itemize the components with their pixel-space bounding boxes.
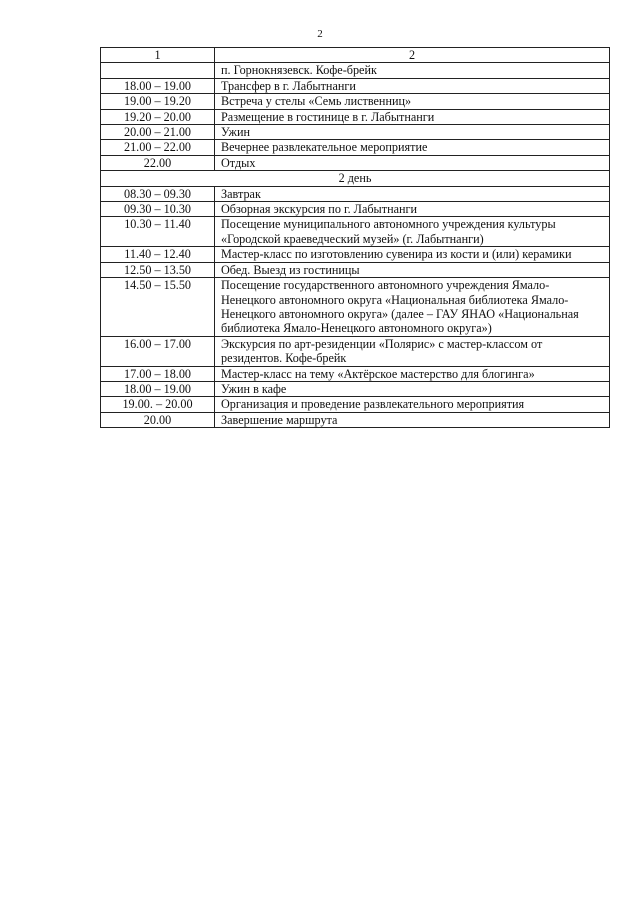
time-cell: 18.00 – 19.00 <box>101 78 215 93</box>
activity-cell: Ужин в кафе <box>215 381 610 396</box>
table-row <box>101 366 610 381</box>
time-cell: 20.00 – 21.00 <box>101 125 215 140</box>
time-cell: 19.00. – 20.00 <box>101 397 215 412</box>
activity-cell: Отдых <box>215 155 610 170</box>
time-cell: 22.00 <box>101 155 215 170</box>
table-row <box>101 109 610 124</box>
table-row <box>101 247 610 262</box>
time-cell: 08.30 – 09.30 <box>101 186 215 201</box>
activity-cell: п. Горнокнязевск. Кофе-брейк <box>215 63 610 78</box>
activity-cell: Ужин <box>215 125 610 140</box>
table-row <box>101 94 610 109</box>
column-header-2: 2 <box>215 48 610 63</box>
activity-cell: Размещение в гостинице в г. Лабытнанги <box>215 109 610 124</box>
time-cell: 10.30 – 11.40 <box>101 217 215 247</box>
table-row <box>101 217 610 247</box>
table-row <box>101 78 610 93</box>
time-cell: 18.00 – 19.00 <box>101 381 215 396</box>
table-header-row <box>101 48 610 63</box>
day-heading: 2 день <box>101 171 610 186</box>
time-cell: 12.50 – 13.50 <box>101 262 215 277</box>
time-cell: 17.00 – 18.00 <box>101 366 215 381</box>
time-cell: 16.00 – 17.00 <box>101 336 215 366</box>
activity-cell: Трансфер в г. Лабытнанги <box>215 78 610 93</box>
activity-cell: Экскурсия по арт-резиденции «Полярис» с мастер-классом от резидентов. Кофе-брейк <box>215 336 610 366</box>
table-row <box>101 186 610 201</box>
time-cell: 19.20 – 20.00 <box>101 109 215 124</box>
table-row <box>101 336 610 366</box>
time-cell: 19.00 – 19.20 <box>101 94 215 109</box>
activity-cell: Мастер-класс по изготовлению сувенира из кости и (или) керамики <box>215 247 610 262</box>
time-cell: 21.00 – 22.00 <box>101 140 215 155</box>
activity-cell: Завтрак <box>215 186 610 201</box>
activity-cell: Организация и проведение развлекательного мероприятия <box>215 397 610 412</box>
activity-cell: Мастер-класс на тему «Актёрское мастерство для блогинга» <box>215 366 610 381</box>
day-heading-row <box>101 171 610 186</box>
activity-cell: Завершение маршрута <box>215 412 610 427</box>
activity-cell: Обзорная экскурсия по г. Лабытнанги <box>215 202 610 217</box>
column-header-1: 1 <box>101 48 215 63</box>
time-cell: 14.50 – 15.50 <box>101 278 215 337</box>
schedule-table <box>100 47 610 428</box>
activity-cell: Посещение муниципального автономного учреждения культуры «Городской краеведческий музей» (г. Лабытнанги) <box>215 217 610 247</box>
table-row <box>101 278 610 337</box>
time-cell <box>101 63 215 78</box>
table-row <box>101 202 610 217</box>
activity-cell: Вечернее развлекательное мероприятие <box>215 140 610 155</box>
table-row <box>101 262 610 277</box>
activity-cell: Обед. Выезд из гостиницы <box>215 262 610 277</box>
time-cell: 20.00 <box>101 412 215 427</box>
table-row <box>101 155 610 170</box>
activity-cell: Посещение государственного автономного учреждения Ямало-Ненецкого автономного округа «Национальная библиотека Ямало-Ненецкого автономного округа» (далее – ГАУ ЯНАО «Национальная библиотека Ямало-Ненецкого автономного округа») <box>215 278 610 337</box>
table-row <box>101 63 610 78</box>
table-row <box>101 125 610 140</box>
table-row <box>101 140 610 155</box>
time-cell: 09.30 – 10.30 <box>101 202 215 217</box>
time-cell: 11.40 – 12.40 <box>101 247 215 262</box>
table-row <box>101 397 610 412</box>
page-number: 2 <box>317 28 323 40</box>
activity-cell: Встреча у стелы «Семь лиственниц» <box>215 94 610 109</box>
table-row <box>101 381 610 396</box>
table-row <box>101 412 610 427</box>
